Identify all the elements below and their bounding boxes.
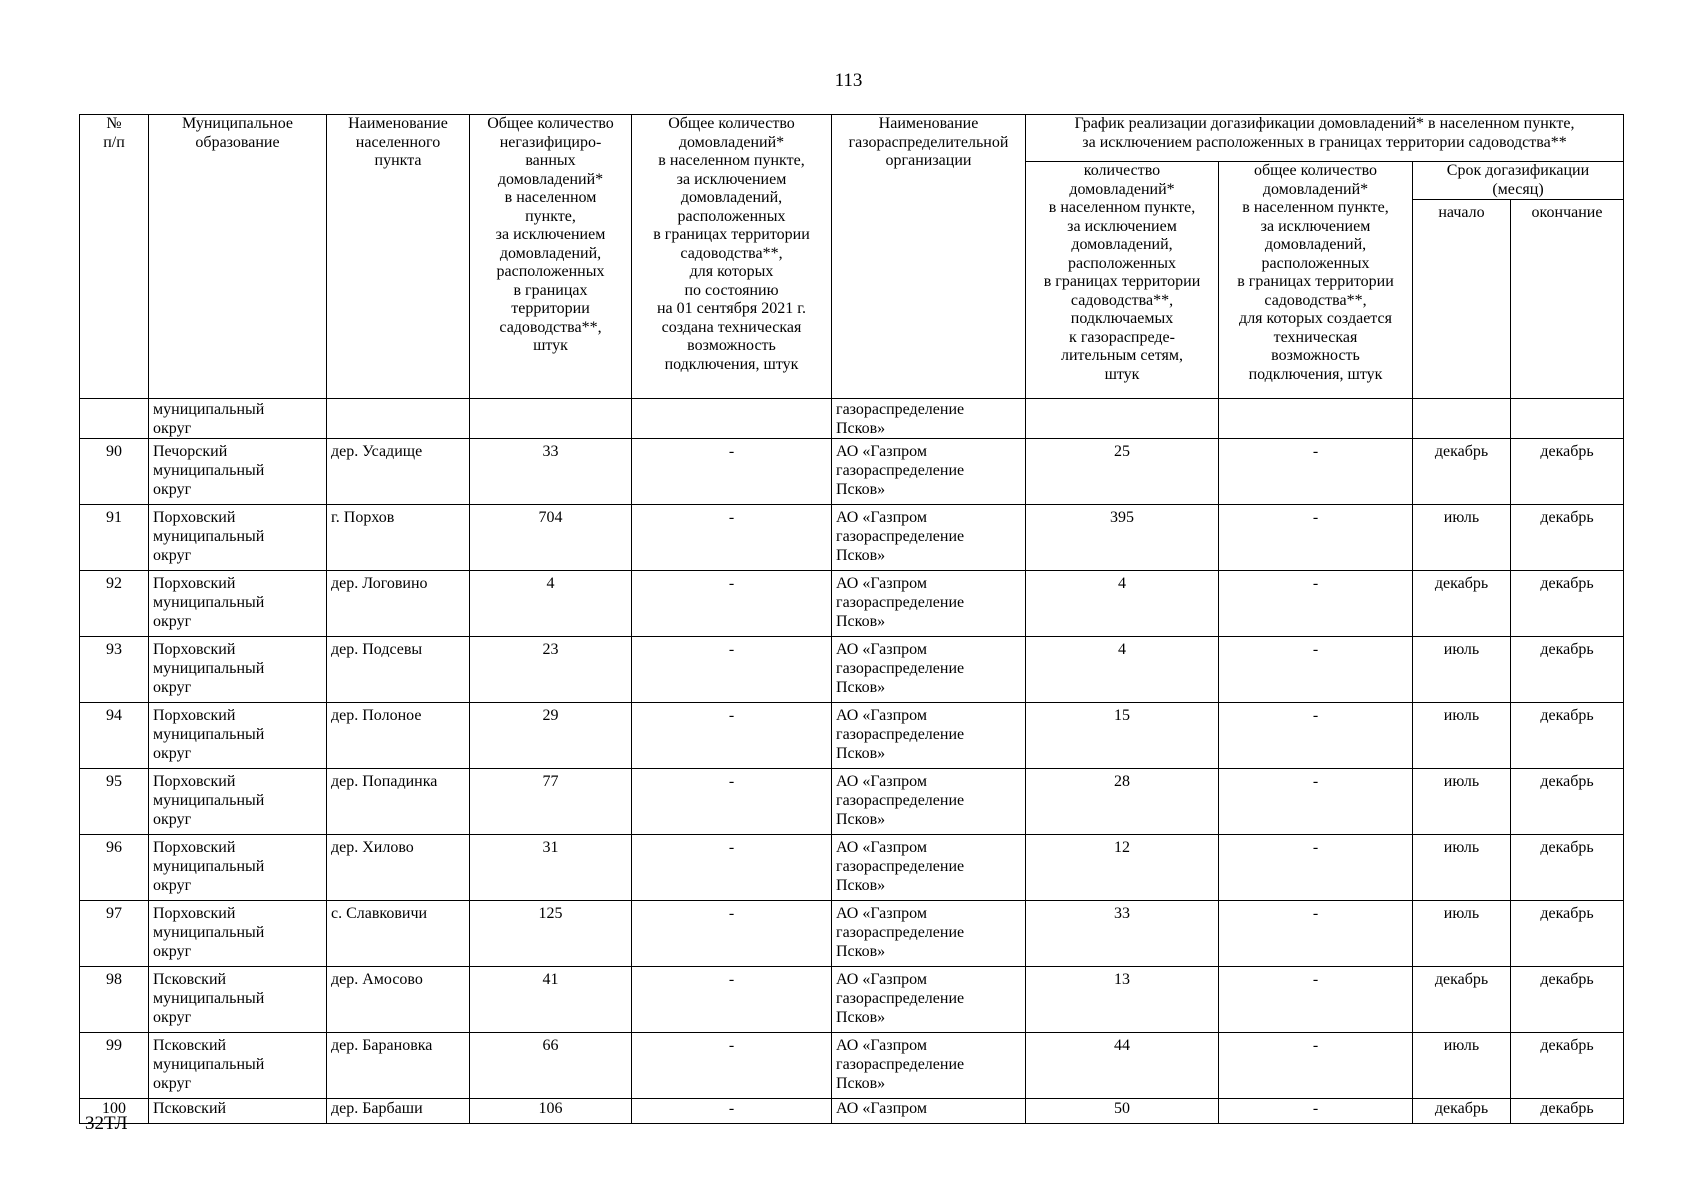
page-number: 113 — [834, 70, 863, 91]
cell-start: июль — [1413, 835, 1511, 901]
cell-created: - — [1219, 505, 1413, 571]
cell-connected: 33 — [1026, 901, 1219, 967]
cell-num: 93 — [80, 637, 149, 703]
cell-gdo: газораспределение Псков» — [832, 399, 1026, 439]
cell-start: декабрь — [1413, 1099, 1511, 1124]
cell-start: июль — [1413, 1033, 1511, 1099]
cell-municipality: Порховский муниципальный округ — [149, 901, 327, 967]
cell-created: - — [1219, 637, 1413, 703]
cell-total — [470, 399, 632, 439]
cell-settlement: дер. Подсевы — [327, 637, 470, 703]
cell-end: декабрь — [1511, 1099, 1624, 1124]
cell-settlement: дер. Барбаши — [327, 1099, 470, 1124]
cell-connected: 44 — [1026, 1033, 1219, 1099]
cell-gdo: АО «Газпром газораспределение Псков» — [832, 967, 1026, 1033]
cell-total: 4 — [470, 571, 632, 637]
cell-gdo: АО «Газпром газораспределение Псков» — [832, 769, 1026, 835]
col-header-count-connected: количество домовладений* в населенном пункте, за исключением домовладений, расположенных в границах территории садоводства**, подключаемых к газораспреде- лительным сетям, штук — [1026, 162, 1219, 399]
cell-municipality: Порховский муниципальный округ — [149, 505, 327, 571]
cell-start: июль — [1413, 703, 1511, 769]
cell-total: 23 — [470, 637, 632, 703]
cell-end: декабрь — [1511, 637, 1624, 703]
cell-connected: 4 — [1026, 637, 1219, 703]
cell-municipality: Печорский муниципальный округ — [149, 439, 327, 505]
table-row-last — [80, 1099, 1624, 1124]
cell-tech: - — [632, 505, 832, 571]
cell-settlement: г. Порхов — [327, 505, 470, 571]
cell-num — [80, 399, 149, 439]
cell-start: июль — [1413, 505, 1511, 571]
cell-total: 66 — [470, 1033, 632, 1099]
table-row — [80, 637, 1624, 703]
cell-start: июль — [1413, 637, 1511, 703]
cell-end: декабрь — [1511, 1033, 1624, 1099]
cell-total: 31 — [470, 835, 632, 901]
cell-municipality: Псковский муниципальный округ — [149, 1033, 327, 1099]
cell-tech: - — [632, 1099, 832, 1124]
cell-gdo: АО «Газпром газораспределение Псков» — [832, 1033, 1026, 1099]
cell-end: декабрь — [1511, 769, 1624, 835]
cell-created — [1219, 399, 1413, 439]
col-header-start: начало — [1413, 200, 1511, 399]
cell-gdo: АО «Газпром — [832, 1099, 1026, 1124]
cell-tech: - — [632, 901, 832, 967]
cell-end: декабрь — [1511, 439, 1624, 505]
cell-connected: 13 — [1026, 967, 1219, 1033]
cell-created: - — [1219, 703, 1413, 769]
footer-code: 32ТЛ — [85, 1113, 128, 1134]
cell-num: 91 — [80, 505, 149, 571]
table-row — [80, 769, 1624, 835]
cell-settlement: дер. Хилово — [327, 835, 470, 901]
cell-num: 98 — [80, 967, 149, 1033]
cell-end: декабрь — [1511, 703, 1624, 769]
cell-num: 94 — [80, 703, 149, 769]
cell-num: 96 — [80, 835, 149, 901]
cell-num: 92 — [80, 571, 149, 637]
cell-end: декабрь — [1511, 505, 1624, 571]
cell-end: декабрь — [1511, 571, 1624, 637]
cell-tech: - — [632, 835, 832, 901]
cell-municipality: Порховский муниципальный округ — [149, 571, 327, 637]
cell-gdo: АО «Газпром газораспределение Псков» — [832, 571, 1026, 637]
cell-total: 29 — [470, 703, 632, 769]
cell-num: 95 — [80, 769, 149, 835]
cell-start: декабрь — [1413, 439, 1511, 505]
cell-start — [1413, 399, 1511, 439]
cell-tech: - — [632, 637, 832, 703]
cell-num: 97 — [80, 901, 149, 967]
cell-created: - — [1219, 769, 1413, 835]
cell-created: - — [1219, 901, 1413, 967]
cell-connected: 12 — [1026, 835, 1219, 901]
cell-start: декабрь — [1413, 967, 1511, 1033]
cell-total: 41 — [470, 967, 632, 1033]
cell-created: - — [1219, 1033, 1413, 1099]
cell-municipality: Порховский муниципальный округ — [149, 637, 327, 703]
table-body — [80, 399, 1624, 1124]
cell-settlement: дер. Барановка — [327, 1033, 470, 1099]
table-row — [80, 967, 1624, 1033]
cell-connected: 395 — [1026, 505, 1219, 571]
cell-connected: 25 — [1026, 439, 1219, 505]
cell-tech: - — [632, 571, 832, 637]
cell-municipality: Псковский — [149, 1099, 327, 1124]
col-header-schedule: График реализации догазификации домовладений* в населенном пункте, за исключением расположенных в границах территории садоводства** — [1026, 115, 1624, 162]
cell-start: декабрь — [1413, 571, 1511, 637]
table-row — [80, 571, 1624, 637]
cell-num: 100 — [80, 1099, 149, 1124]
cell-settlement — [327, 399, 470, 439]
cell-end: декабрь — [1511, 835, 1624, 901]
cell-end: декабрь — [1511, 901, 1624, 967]
cell-connected: 4 — [1026, 571, 1219, 637]
col-header-term: Срок догазификации (месяц) — [1413, 162, 1624, 200]
col-header-count-created: общее количество домовладений* в населенном пункте, за исключением домовладений, расположенных в границах территории садоводства**, для которых создается техническая возможность подключения, штук — [1219, 162, 1413, 399]
cell-settlement: дер. Усадище — [327, 439, 470, 505]
cell-settlement: дер. Полоное — [327, 703, 470, 769]
table-row — [80, 439, 1624, 505]
table-row — [80, 505, 1624, 571]
cell-gdo: АО «Газпром газораспределение Псков» — [832, 835, 1026, 901]
cell-total: 704 — [470, 505, 632, 571]
col-header-num: № п/п — [80, 115, 149, 399]
cell-total: 77 — [470, 769, 632, 835]
cell-total: 106 — [470, 1099, 632, 1124]
cell-tech: - — [632, 703, 832, 769]
cell-gdo: АО «Газпром газораспределение Псков» — [832, 439, 1026, 505]
cell-created: - — [1219, 967, 1413, 1033]
cell-created: - — [1219, 571, 1413, 637]
cell-end — [1511, 399, 1624, 439]
cell-end: декабрь — [1511, 967, 1624, 1033]
cell-num: 90 — [80, 439, 149, 505]
col-header-gdo: Наименование газораспределительной организации — [832, 115, 1026, 399]
table-row — [80, 901, 1624, 967]
col-header-end: окончание — [1511, 200, 1624, 399]
cell-created: - — [1219, 439, 1413, 505]
cell-gdo: АО «Газпром газораспределение Псков» — [832, 637, 1026, 703]
carry-over-row — [80, 399, 1624, 439]
cell-start: июль — [1413, 769, 1511, 835]
cell-created: - — [1219, 1099, 1413, 1124]
cell-gdo: АО «Газпром газораспределение Псков» — [832, 901, 1026, 967]
cell-tech: - — [632, 769, 832, 835]
cell-tech: - — [632, 1033, 832, 1099]
cell-start: июль — [1413, 901, 1511, 967]
col-header-municipality: Муниципальное образование — [149, 115, 327, 399]
cell-municipality: Порховский муниципальный округ — [149, 769, 327, 835]
cell-settlement: дер. Попадинка — [327, 769, 470, 835]
cell-tech: - — [632, 967, 832, 1033]
table-row — [80, 703, 1624, 769]
cell-connected: 28 — [1026, 769, 1219, 835]
cell-tech: - — [632, 439, 832, 505]
col-header-settlement: Наименование населенного пункта — [327, 115, 470, 399]
cell-municipality: Порховский муниципальный округ — [149, 703, 327, 769]
cell-connected — [1026, 399, 1219, 439]
cell-settlement: дер. Логовино — [327, 571, 470, 637]
cell-gdo: АО «Газпром газораспределение Псков» — [832, 703, 1026, 769]
cell-connected: 15 — [1026, 703, 1219, 769]
cell-total: 125 — [470, 901, 632, 967]
cell-tech — [632, 399, 832, 439]
cell-gdo: АО «Газпром газораспределение Псков» — [832, 505, 1026, 571]
cell-num: 99 — [80, 1033, 149, 1099]
cell-municipality: Порховский муниципальный округ — [149, 835, 327, 901]
table-row — [80, 1033, 1624, 1099]
table-row — [80, 835, 1624, 901]
cell-municipality: муниципальный округ — [149, 399, 327, 439]
cell-connected: 50 — [1026, 1099, 1219, 1124]
col-header-total-tech: Общее количество домовладений* в населенном пункте, за исключением домовладений, расположенных в границах территории садоводства**, для которых по состоянию на 01 сентября 2021 г. создана техническая возможность подключения, штук — [632, 115, 832, 399]
cell-municipality: Псковский муниципальный округ — [149, 967, 327, 1033]
cell-created: - — [1219, 835, 1413, 901]
cell-settlement: дер. Амосово — [327, 967, 470, 1033]
cell-settlement: с. Славковичи — [327, 901, 470, 967]
col-header-total-nongas: Общее количество негазифициро- ванных домовладений* в населенном пункте, за исключением домовладений, расположенных в границах территории садоводства**, штук — [470, 115, 632, 399]
cell-total: 33 — [470, 439, 632, 505]
dogasification-table — [79, 114, 1624, 1124]
